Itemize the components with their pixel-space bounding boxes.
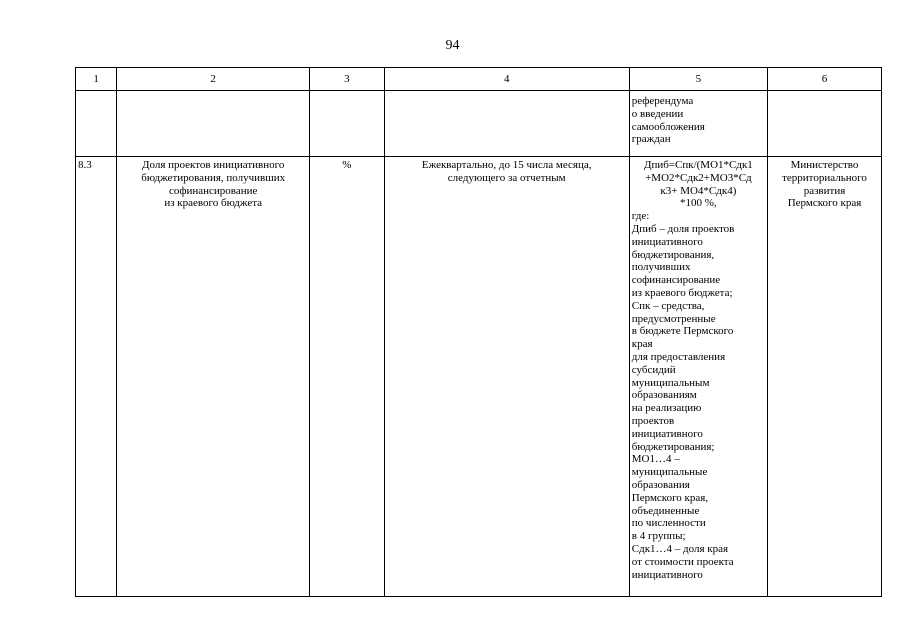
description-line: Спк – средства,: [631, 299, 705, 312]
description-line: муниципальным: [631, 376, 710, 389]
description-line: бюджетирования;: [631, 440, 715, 453]
description-line: от стоимости проекта: [631, 555, 734, 568]
responsible-line: развития: [803, 184, 846, 197]
responsible-line: Министерство: [790, 159, 859, 171]
indicator-method: [629, 157, 767, 597]
description-line: в 4 группы;: [631, 530, 686, 543]
responsible-line: территориального: [782, 171, 867, 184]
description-line: края: [631, 338, 653, 351]
description-line: проектов: [631, 414, 675, 427]
indicator-responsible: [767, 157, 881, 597]
formula-line: к3+ МО4*Сдк4): [660, 184, 737, 197]
periodicity-line: следующего за отчетным: [447, 171, 566, 184]
cont-cell-2: [117, 91, 310, 157]
indicator-number: [76, 157, 117, 597]
description-line: получивших: [631, 261, 691, 274]
indicator-number-text: 8.3: [78, 159, 92, 171]
header-col-2: 2: [117, 68, 310, 91]
description-line: предусмотренные: [631, 312, 716, 325]
description-line: муниципальные: [631, 466, 708, 479]
cont-cell-4: [384, 91, 629, 157]
header-col-1: 1: [76, 68, 117, 91]
indicator-name-line: софинансирование: [168, 184, 258, 197]
cont-cell-method: [629, 91, 767, 157]
method-line: о введении: [631, 107, 684, 120]
formula-line: *100 %,: [680, 197, 717, 210]
description-line: из краевого бюджета;: [631, 286, 733, 299]
indicator-name-line: из краевого бюджета: [164, 197, 263, 210]
indicator-name: [117, 157, 310, 597]
description-line: софинансирование: [631, 274, 721, 287]
description-line: на реализацию: [631, 402, 702, 415]
description-line: инициативного: [631, 568, 703, 581]
indicator-unit: [310, 157, 385, 597]
description-line: инициативного: [631, 427, 703, 440]
header-col-3: 3: [310, 68, 385, 91]
description-line: образованиям: [631, 389, 697, 402]
indicators-table: [75, 67, 882, 597]
indicator-periodicity: [384, 157, 629, 597]
periodicity-line: Ежеквартально, до 15 числа месяца,: [421, 159, 592, 171]
description-line: Дпиб – доля проектов: [631, 222, 735, 235]
responsible-line: Пермского края: [787, 197, 862, 210]
description-line: бюджетирования,: [631, 248, 715, 261]
description-line: в бюджете Пермского: [631, 325, 734, 338]
description-line: где:: [631, 210, 650, 223]
method-line: самообложения: [631, 120, 705, 133]
header-col-4: 4: [384, 68, 629, 91]
table-row-continuation: [76, 91, 882, 157]
description-line: МО1…4 –: [631, 453, 680, 466]
cont-cell-3: [310, 91, 385, 157]
header-col-6: 6: [767, 68, 881, 91]
description-line: субсидий: [631, 363, 676, 376]
description-line: по численности: [631, 517, 706, 530]
description-line: Сдк1…4 – доля края: [631, 542, 729, 555]
table-header-row: [76, 68, 882, 91]
method-line: референдума: [631, 95, 694, 107]
formula-line: Дпиб=Спк/(МО1*Сдк1: [643, 159, 753, 171]
description-line: инициативного: [631, 235, 703, 248]
formula-line: +МО2*Сдк2+МО3*Сд: [645, 171, 752, 184]
indicator-name-line: бюджетирования, получивших: [141, 171, 286, 184]
indicator-unit-text: %: [342, 159, 352, 171]
table-row-8-3: [76, 157, 882, 597]
page-number: 94: [445, 38, 460, 53]
method-line: граждан: [631, 133, 671, 146]
description-line: для предоставления: [631, 350, 726, 363]
description-line: объединенные: [631, 504, 700, 517]
header-col-5: 5: [629, 68, 767, 91]
description-line: образования: [631, 478, 690, 491]
cont-cell-1: [76, 91, 117, 157]
indicator-name-line: Доля проектов инициативного: [141, 159, 285, 171]
description-line: Пермского края,: [631, 491, 709, 504]
cont-cell-6: [767, 91, 881, 157]
